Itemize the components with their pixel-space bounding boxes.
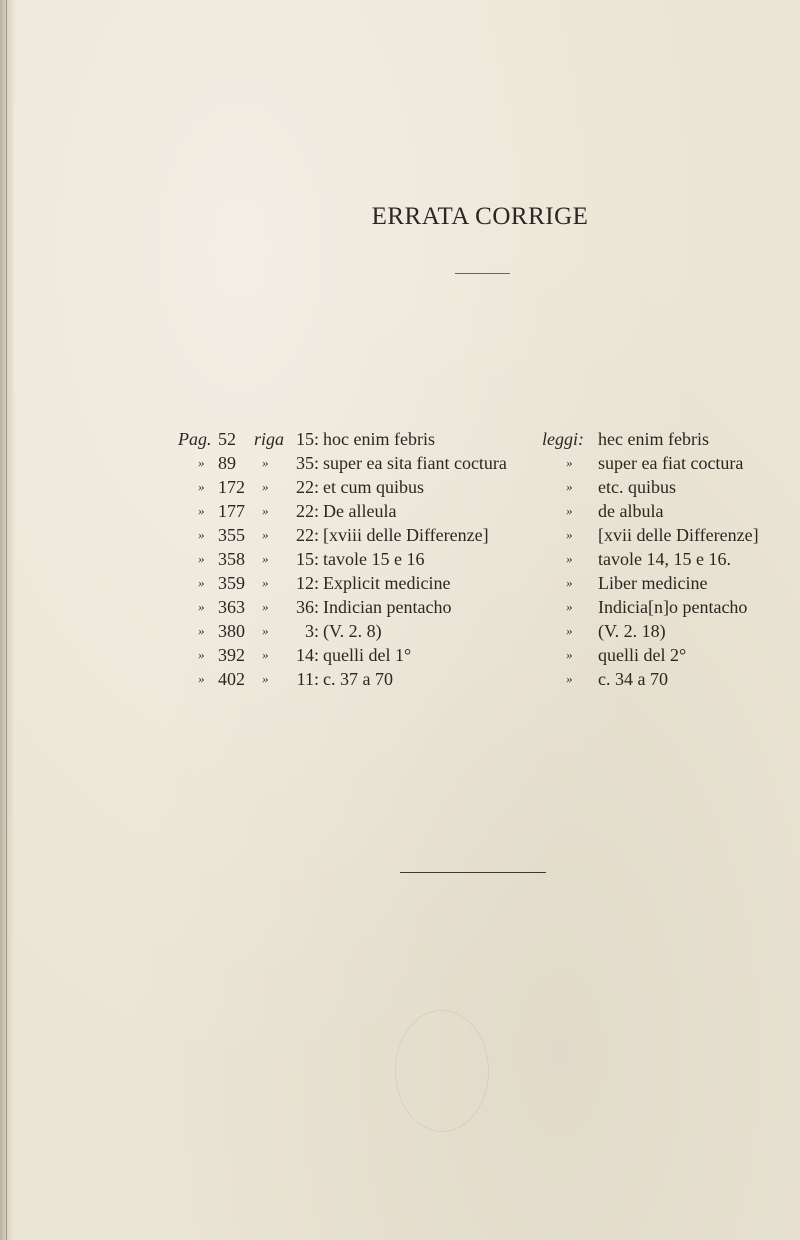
wrong-text: [xviii delle Differenze]: [323, 525, 489, 545]
line-number: 11:: [296, 669, 319, 689]
errata-row: [0, 620, 800, 644]
line-number-value: 22: [295, 501, 314, 521]
page-number: 177: [218, 501, 245, 521]
page-number: 172: [218, 477, 245, 497]
page-number: 392: [218, 645, 245, 665]
wrong-text: hoc enim febris: [323, 429, 435, 449]
correct-text: Indicia[n]o pentacho: [598, 597, 748, 617]
ditto-mark: »: [262, 671, 269, 686]
ditto-mark: »: [262, 527, 269, 542]
errata-row: [0, 596, 800, 620]
page-number: 89: [218, 453, 236, 473]
pag-label: Pag.: [178, 429, 212, 449]
errata-row: [0, 476, 800, 500]
errata-row: [0, 452, 800, 476]
line-number: 15:: [295, 549, 319, 569]
ditto-mark: »: [566, 503, 573, 518]
line-number: 15:: [295, 429, 319, 449]
line-number: 12:: [295, 573, 319, 593]
errata-row: [0, 524, 800, 548]
line-number-value: 12: [295, 573, 314, 593]
errata-row: [0, 668, 800, 692]
page-number: 358: [218, 549, 245, 569]
page-number: 380: [218, 621, 245, 641]
ditto-mark: »: [198, 455, 205, 470]
page-number: 363: [218, 597, 245, 617]
ditto-mark: »: [198, 671, 205, 686]
line-number-value: 22: [295, 477, 314, 497]
ditto-mark: »: [198, 647, 205, 662]
wrong-text: Explicit medicine: [323, 573, 451, 593]
ditto-mark: »: [262, 647, 269, 662]
leggi-label: leggi:: [542, 429, 584, 449]
ditto-mark: »: [566, 455, 573, 470]
correct-text: quelli del 2°: [598, 645, 687, 665]
ditto-mark: »: [262, 623, 269, 638]
ditto-mark: »: [566, 671, 573, 686]
line-number: 3:: [304, 621, 319, 641]
correct-text: tavole 14, 15 e 16.: [598, 549, 731, 569]
line-number: 22:: [295, 501, 319, 521]
correct-text: [xvii delle Differenze]: [598, 525, 759, 545]
ditto-mark: »: [262, 455, 269, 470]
ditto-mark: »: [566, 623, 573, 638]
line-number-value: 3: [304, 621, 314, 641]
ditto-mark: »: [566, 647, 573, 662]
errata-row: [0, 644, 800, 668]
ditto-mark: »: [198, 503, 205, 518]
page-title: ERRATA CORRIGE: [371, 203, 589, 230]
ditto-mark: »: [566, 575, 573, 590]
line-number-value: 35: [295, 453, 314, 473]
correct-text: hec enim febris: [598, 429, 709, 449]
ditto-mark: »: [262, 479, 269, 494]
line-number-value: 15: [295, 549, 314, 569]
ditto-mark: »: [262, 503, 269, 518]
correct-text: super ea fiat coctura: [598, 453, 744, 473]
line-number: 14:: [295, 645, 319, 665]
wrong-text: (V. 2. 8): [323, 621, 382, 641]
ditto-mark: »: [566, 479, 573, 494]
page-number: 52: [218, 429, 236, 449]
line-number-value: 22: [295, 525, 314, 545]
wrong-text: tavole 15 e 16: [323, 549, 425, 569]
wrong-text: et cum quibus: [323, 477, 424, 497]
correct-text: etc. quibus: [598, 477, 676, 497]
title-divider: [455, 273, 510, 274]
wrong-text: c. 37 a 70: [323, 669, 393, 689]
line-number-value: 11: [296, 669, 314, 689]
correct-text: c. 34 a 70: [598, 669, 668, 689]
page-number: 402: [218, 669, 245, 689]
ditto-mark: »: [262, 599, 269, 614]
correct-text: Liber medicine: [598, 573, 708, 593]
ditto-mark: »: [198, 551, 205, 566]
ditto-mark: »: [198, 479, 205, 494]
correct-text: de albula: [598, 501, 664, 521]
line-number: 36:: [295, 597, 319, 617]
ditto-mark: »: [262, 575, 269, 590]
ditto-mark: »: [566, 551, 573, 566]
errata-row: [0, 548, 800, 572]
errata-row: [0, 428, 800, 452]
line-number-value: 36: [295, 597, 314, 617]
ditto-mark: »: [566, 527, 573, 542]
faint-library-stamp: [395, 1010, 489, 1132]
ditto-mark: »: [198, 575, 205, 590]
closing-divider: [400, 872, 546, 873]
ditto-mark: »: [198, 623, 205, 638]
wrong-text: super ea sita fiant coctura: [323, 453, 507, 473]
ditto-mark: »: [262, 551, 269, 566]
errata-row: [0, 500, 800, 524]
page-number: 355: [218, 525, 245, 545]
line-number-value: 15: [295, 429, 314, 449]
wrong-text: De alleula: [323, 501, 397, 521]
line-number: 35:: [295, 453, 319, 473]
line-number: 22:: [295, 525, 319, 545]
correct-text: (V. 2. 18): [598, 621, 666, 641]
line-number-value: 14: [295, 645, 314, 665]
wrong-text: Indician pentacho: [323, 597, 452, 617]
leggi-label-text: leggi: [542, 429, 578, 449]
ditto-mark: »: [198, 527, 205, 542]
riga-label: riga: [254, 429, 285, 449]
ditto-mark: »: [566, 599, 573, 614]
line-number: 22:: [295, 477, 319, 497]
ditto-mark: »: [198, 599, 205, 614]
wrong-text: quelli del 1°: [323, 645, 412, 665]
page-number: 359: [218, 573, 245, 593]
errata-row: [0, 572, 800, 596]
